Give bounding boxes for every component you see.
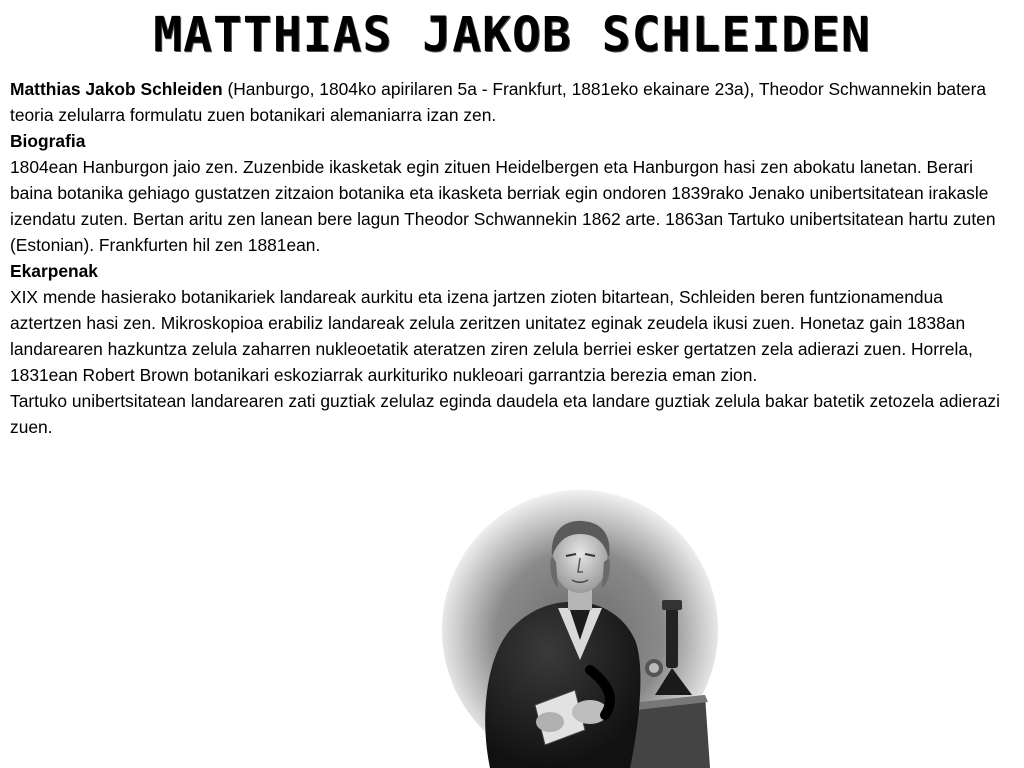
page-title: MATTHIAS JAKOB SCHLEIDEN: [153, 7, 871, 63]
intro-text: (Hanburgo, 1804ko apirilaren 5a - Frankfurt, 1881eko ekainare 23a), Theodor Schwannekin batera teoria zelularra formulatu zuen botanikari alemaniarra izan zen.: [10, 79, 987, 125]
portrait-engraving: [440, 490, 720, 768]
intro-paragraph: [10, 76, 1010, 128]
biografia-paragraph: 1804ean Hanburgon jaio zen. Zuzenbide ikasketak egin zituen Heidelbergen eta Hanburgon hasi zen abokatu lanetan. Berari baina botanika gehiago gustatzen zitzaion botanika eta ikasketa berriak egin ondoren 1839rako Jenako unibertsitatean irakasle izendatu zuten. Bertan aritu zen lanean bere lagun Theodor Schwannekin 1862 arte. 1863an Tartuko unibertsitatean hartu zuten (Estonian). Frankfurten hil zen 1881ean.: [10, 157, 996, 255]
article-body: [10, 76, 1010, 440]
section-heading-biografia: Biografia: [10, 131, 86, 151]
portrait-illustration: [440, 490, 720, 768]
section-heading-ekarpenak: Ekarpenak: [10, 261, 98, 281]
ekarpenak-paragraph-2: Tartuko unibertsitatean landarearen zati guztiak zelulaz eginda daudela eta landare guztiak zelula bakar batetik zetozela adierazi zuen.: [10, 391, 1000, 437]
intro-name: Matthias Jakob Schleiden: [10, 79, 223, 99]
ekarpenak-paragraph-1: XIX mende hasierako botanikariek landareak aurkitu eta izena jartzen zioten bitartean, Schleiden beren funtzionamendua aztertzen hasi zen. Mikroskopioa erabiliz landareak zelula zeritzen unitatez eginak zeudela ikusi zuen. Honetaz gain 1838an landarearen hazkuntza zelula zaharren nukleoetatik ateratzen ziren zelula berriei esker gertatzen zela adierazi zuen. Horrela, 1831ean Robert Brown botanikari eskoziarrak aurkituriko nukleoari garrantzia berezia eman zion.: [10, 287, 973, 385]
